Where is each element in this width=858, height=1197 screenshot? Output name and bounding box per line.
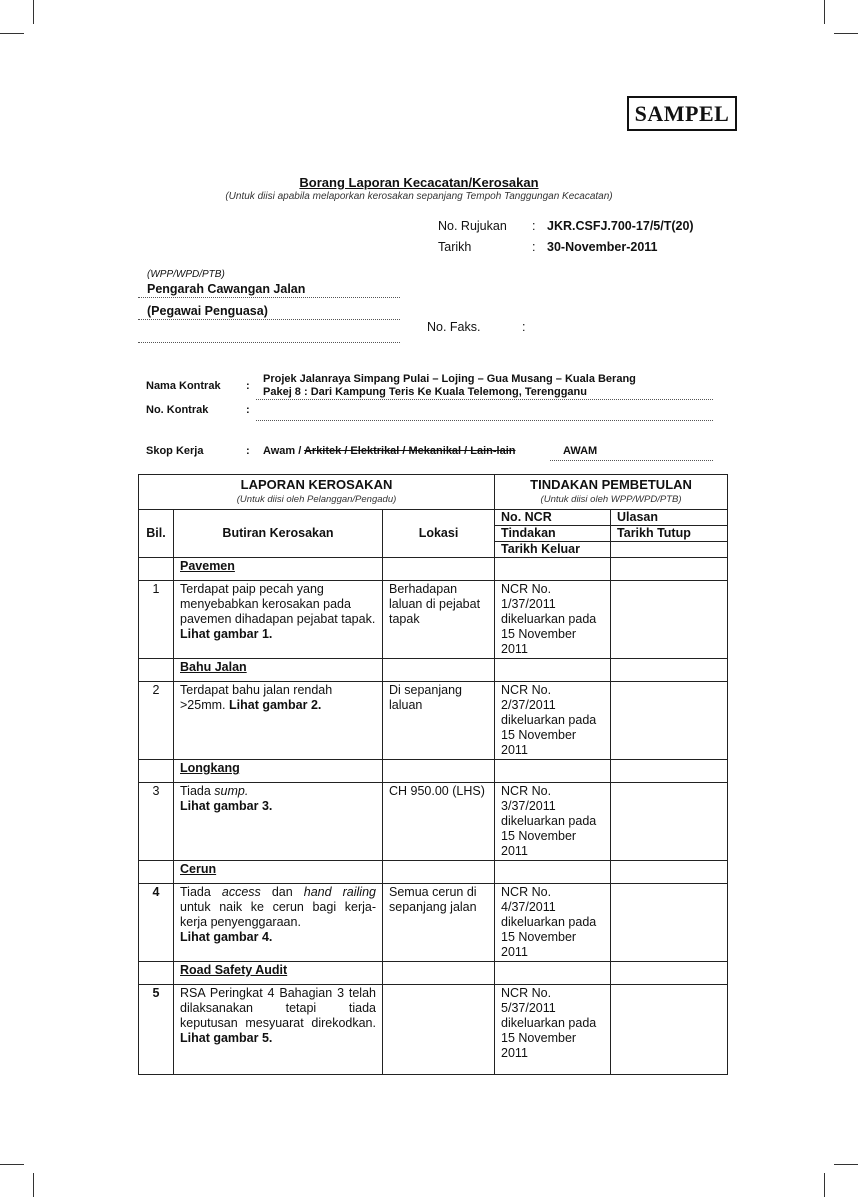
section-heading: Longkang [174,760,383,783]
scope-label: Skop Kerja [146,445,204,457]
row-description: Tiada sump. Lihat gambar 3. [174,783,383,861]
report-group-title: LAPORAN KEROSAKAN [240,477,393,492]
table-column-header [139,510,728,558]
row-ncr: NCR No. 3/37/2011 dikeluarkan pada 15 November 2011 [495,783,611,861]
col-ncr-group [495,510,611,558]
ref-date-label: Tarikh [438,240,472,254]
contract-name-line2: Pakej 8 : Dari Kampung Teris Ke Kuala Telemong, Terengganu [263,386,587,398]
contract-no-rule [256,420,713,421]
crop-mark [834,1164,858,1165]
action-group-header [495,475,728,510]
scope-value: AWAM [563,445,598,457]
action-group-subtitle: (Untuk diisi oleh WPP/WPD/PTB) [540,494,682,505]
row-ncr: NCR No. 2/37/2011 dikeluarkan pada 15 November 2011 [495,682,611,760]
recipient-line3-rule [138,342,400,343]
row-remarks [611,581,728,659]
section-heading-row [139,558,728,581]
col-butiran: Butiran Kerosakan [174,510,383,558]
row-bil: 2 [139,682,174,760]
recipient-line1: Pengarah Cawangan Jalan [147,282,306,296]
contract-name-label: Nama Kontrak [146,380,221,392]
action-group-title: TINDAKAN PEMBETULAN [530,477,692,492]
row-location: CH 950.00 (LHS) [383,783,495,861]
crop-mark [33,1173,34,1197]
scope-colon: : [246,445,250,457]
row-bil: 3 [139,783,174,861]
crop-mark [824,1173,825,1197]
scope-struck-options: Arkitek / Elektrikal / Mekanikal / Lain-lain [303,445,516,457]
sample-stamp: SAMPEL [627,96,737,131]
section-heading: Cerun [174,861,383,884]
table-row [139,985,728,1075]
col-ulasan: Ulasan [611,510,727,526]
col-lokasi: Lokasi [383,510,495,558]
row-bil: 1 [139,581,174,659]
contract-name-line1: Projek Jalanraya Simpang Pulai – Lojing – Gua Musang – Kuala Berang [263,373,636,385]
report-group-header [139,475,495,510]
table-group-header [139,475,728,510]
row-description: Terdapat bahu jalan rendah >25mm. Lihat gambar 2. [174,682,383,760]
fax-colon: : [522,320,526,334]
table-row [139,884,728,962]
col-bil: Bil. [139,510,174,558]
ref-no-label: No. Rujukan [438,219,507,233]
report-group-subtitle: (Untuk diisi oleh Pelanggan/Pengadu) [236,494,397,505]
row-remarks [611,682,728,760]
row-remarks [611,783,728,861]
crop-mark [824,0,825,24]
row-description: RSA Peringkat 4 Bahagian 3 telah dilaksanakan tetapi tiada keputusan mesyuarat direkodkan. Lihat gambar 5. [174,985,383,1075]
table-row [139,682,728,760]
recipient-line2: (Pegawai Penguasa) [147,304,268,318]
form-subtitle: (Untuk diisi apabila melaporkan kerosakan sepanjang Tempoh Tanggungan Kecacatan) [225,191,613,202]
fax-label: No. Faks. [427,320,481,334]
section-heading-row [139,861,728,884]
section-heading: Bahu Jalan [174,659,383,682]
row-description: Terdapat paip pecah yang menyebabkan kerosakan pada pavemen dihadapan pejabat tapak. Lihat gambar 1. [174,581,383,659]
crop-mark [0,33,24,34]
row-bil: 5 [139,985,174,1075]
section-heading-row [139,760,728,783]
crop-mark [0,1164,24,1165]
row-location [383,985,495,1075]
scope-rule [550,460,713,461]
ref-no-value: JKR.CSFJ.700-17/5/T(20) [547,219,694,233]
row-description: Tiada access dan hand railing untuk naik ke cerun bagi kerja-kerja penyenggaraan. Lihat gambar 4. [174,884,383,962]
row-ncr: NCR No. 1/37/2011 dikeluarkan pada 15 November 2011 [495,581,611,659]
section-heading-row [139,962,728,985]
row-ncr: NCR No. 5/37/2011 dikeluarkan pada 15 November 2011 [495,985,611,1075]
contract-no-colon: : [246,404,250,416]
col-tarikh-tutup: Tarikh Tutup [611,526,727,542]
section-heading: Pavemen [174,558,383,581]
form-title: Borang Laporan Kecacatan/Kerosakan [299,175,539,190]
recipient-line1-rule [138,297,400,298]
table-row [139,783,728,861]
contract-no-label: No. Kontrak [146,404,209,416]
ref-date-colon: : [532,240,536,254]
row-bil: 4 [139,884,174,962]
crop-mark [834,33,858,34]
col-tindakan: Tindakan [495,526,610,542]
col-tarikh-keluar: Tarikh Keluar [501,542,580,556]
section-heading: Road Safety Audit [174,962,383,985]
contract-name-colon: : [246,380,250,392]
row-remarks [611,884,728,962]
section-heading-row [139,659,728,682]
row-location: Semua cerun di sepanjang jalan [383,884,495,962]
row-location: Berhadapan laluan di pejabat tapak [383,581,495,659]
scope-options [263,445,516,457]
col-ncr: No. NCR [495,510,610,526]
crop-mark [33,0,34,24]
scope-awam: Awam / [263,445,302,457]
defect-report-table [138,474,728,1075]
ref-no-colon: : [532,219,536,233]
contract-name-rule [256,399,713,400]
row-location: Di sepanjang laluan [383,682,495,760]
ref-date-value: 30-November-2011 [547,240,658,254]
table-row [139,581,728,659]
col-ulasan-group [611,510,728,558]
row-ncr: NCR No. 4/37/2011 dikeluarkan pada 15 November 2011 [495,884,611,962]
recipient-tag: (WPP/WPD/PTB) [147,269,225,280]
recipient-line2-rule [138,319,400,320]
row-remarks [611,985,728,1075]
